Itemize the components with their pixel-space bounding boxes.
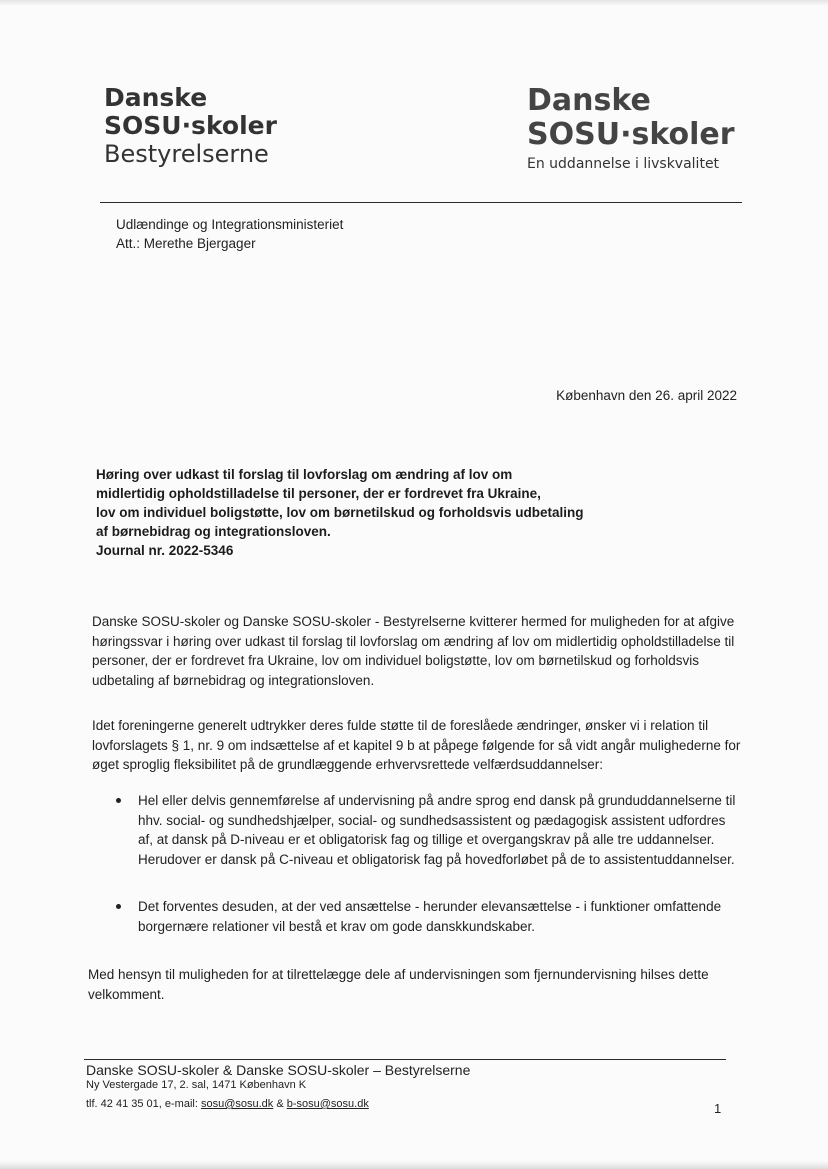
recipient-block bbox=[116, 215, 343, 253]
bullet-icon bbox=[116, 904, 121, 909]
bullet-item-2: Det forventes desuden, at der ved ansættelse - herunder elevansættelse - i funktioner omfattende borgernære relationer vil bestå et krav om gode danskkundskaber. bbox=[138, 899, 722, 934]
body-paragraph-3: Med hensyn til muligheden for at tilrettelægge dele af undervisningen som fjernundervisning hilses dette velkomment. bbox=[88, 967, 709, 1002]
logo-left-line2: SOSU·skoler bbox=[104, 111, 277, 140]
logo-sosu-skoler bbox=[527, 84, 735, 172]
page-number: 1 bbox=[714, 1101, 722, 1116]
subject-line-2: midlertidig opholdstilladelse til personer, der er fordrevet fra Ukraine, bbox=[96, 486, 541, 501]
subject-block bbox=[96, 465, 636, 560]
recipient-name: Udlændinge og Integrationsministeriet bbox=[116, 217, 344, 232]
subject-line-4: af børnebidrag og integrationsloven. bbox=[96, 524, 331, 539]
subject-line-3: lov om individuel boligstøtte, lov om børnetilskud og forholdsvis udbetaling bbox=[96, 505, 584, 520]
logo-right-tagline: En uddannelse i livskvalitet bbox=[527, 156, 720, 172]
journal-number: Journal nr. 2022-5346 bbox=[96, 543, 234, 558]
footer-phone: tlf. 42 41 35 01, e-mail: bbox=[86, 1098, 198, 1110]
header-divider bbox=[100, 202, 742, 203]
footer-organisation: Danske SOSU-skoler & Danske SOSU-skoler – Bestyrelserne bbox=[86, 1062, 471, 1078]
logo-right-line1: Danske bbox=[527, 83, 651, 118]
bullet-item-1: Hel eller delvis gennemførelse af undervisning på andre sprog end dansk på grunduddannelserne til hhv. social- og sundhedshjælper, social- og sundhedsassistent og pædagogisk assistent udfordres af, at dansk på D-niveau er et obligatorisk fag og tillige et overgangskrav på alle tre uddannelser. Herudover er dansk på C-niveau et obligatorisk fag på hovedforløbet på de to assistentuddannelser. bbox=[138, 793, 736, 867]
footer-divider bbox=[84, 1059, 726, 1060]
body-paragraph-1: Danske SOSU-skoler og Danske SOSU-skoler - Bestyrelserne kvitterer hermed for muligheden for at afgive høringssvar i høring over udkast til forslag til lovforslag om ændring af lov om midlertidig opholdstilladelse til personer, der er fordrevet fra Ukraine, lov om individuel boligstøtte, lov om børnetilskud og forholdsvis udbetaling af børnebidrag og integrationsloven. bbox=[92, 614, 735, 688]
email-link-b-sosu[interactable]: b-sosu@sosu.dk bbox=[286, 1098, 369, 1110]
body-paragraph-2: Idet foreningerne generelt udtrykker deres fulde støtte til de foreslåede ændringer, ønsker vi i relation til lovforslagets § 1, nr. 9 om indsættelse af et kapitel 9 b at påpege følgende for så vidt angår mulighederne for øget sproglig fleksibilitet på de grundlæggende erhvervsrettede velfærdsuddannelser: bbox=[92, 718, 741, 772]
logo-bestyrelserne bbox=[104, 84, 277, 168]
logo-left-line3: Bestyrelserne bbox=[104, 140, 269, 168]
recipient-attention: Att.: Merethe Bjergager bbox=[116, 236, 256, 251]
subject-line-1: Høring over udkast til forslag til lovforslag om ændring af lov om bbox=[96, 467, 513, 482]
logo-left-line1: Danske bbox=[104, 83, 208, 112]
footer-contact bbox=[86, 1098, 369, 1110]
footer-ampersand: & bbox=[276, 1098, 284, 1110]
letter-date: København den 26. april 2022 bbox=[556, 388, 737, 403]
scan-edge-top bbox=[0, 0, 828, 6]
email-link-sosu[interactable]: sosu@sosu.dk bbox=[200, 1098, 274, 1110]
scan-edge-bottom bbox=[0, 1161, 828, 1169]
bullet-icon bbox=[116, 798, 121, 803]
footer-address: Ny Vestergade 17, 2. sal, 1471 København K bbox=[86, 1079, 307, 1091]
logo-right-line2: SOSU·skoler bbox=[527, 117, 735, 152]
